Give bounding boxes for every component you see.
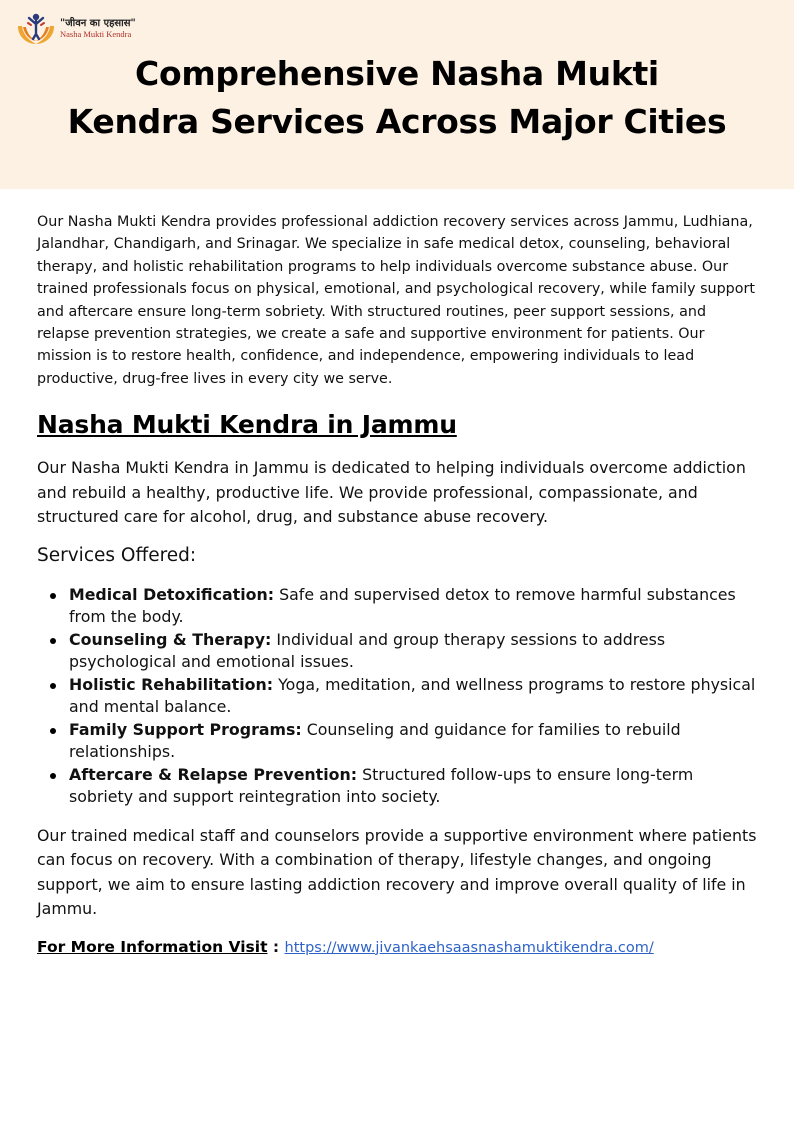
list-item (37, 719, 757, 764)
more-info (37, 938, 757, 956)
services-label: Services Offered: (37, 544, 197, 566)
list-item (37, 674, 757, 719)
page-title-line-2: Kendra Services Across Major Cities (67, 102, 727, 141)
more-info-separator: : (267, 937, 285, 956)
service-text: Yoga, meditation, and wellness programs to restore physical and mental balance. (69, 674, 756, 717)
list-item (37, 584, 757, 629)
hands-figure-logo-icon (16, 12, 56, 46)
logo-tagline: "जीवन का एहसास" (60, 17, 136, 29)
service-title: Holistic Rehabilitation: (69, 674, 274, 694)
service-title: Medical Detoxification: (69, 584, 275, 604)
service-title: Counseling & Therapy: (69, 629, 272, 649)
service-text: Safe and supervised detox to remove harmful substances from the body. (69, 584, 736, 627)
services-list (37, 584, 757, 809)
logo[interactable] (16, 12, 136, 46)
intro-paragraph: Our Nasha Mukti Kendra provides professional addiction recovery services across Jammu, Ludhiana, Jalandhar, Chandigarh, and Srinagar. We specialize in safe medical detox, counseling, behavioral therapy, and holistic rehabilitation programs to help individuals overcome substance abuse. Our trained professionals focus on physical, emotional, and psychological recovery, while family support and aftercare ensure long-term sobriety. With structured routines, peer support sessions, and relapse prevention strategies, we create a safe and supportive environment for patients. Our mission is to restore health, confidence, and independence, empowering individuals to lead productive, drug-free lives in every city we serve. (37, 214, 755, 387)
list-item (37, 629, 757, 674)
logo-name: Nasha Mukti Kendra (60, 29, 132, 40)
header-banner (0, 0, 794, 189)
main-content (0, 189, 794, 956)
service-text: Individual and group therapy sessions to address psychological and emotional issues. (69, 629, 666, 672)
list-item (37, 764, 757, 809)
service-title: Family Support Programs: (69, 719, 302, 739)
website-link[interactable]: https://www.jivankaehsaasnashamuktikendra.com/ (284, 939, 654, 956)
section-paragraph: Our Nasha Mukti Kendra in Jammu is dedicated to helping individuals overcome addiction and rebuild a healthy, productive life. We provide professional, compassionate, and structured care for alcohol, drug, and substance abuse recovery. (37, 458, 746, 527)
closing-paragraph: Our trained medical staff and counselors provide a supportive environment where patients can focus on recovery. With a combination of therapy, lifestyle changes, and ongoing support, we aim to ensure lasting addiction recovery and improve overall quality of life in Jammu. (37, 825, 757, 919)
service-text: Structured follow-ups to ensure long-term sobriety and support reintegration into society. (69, 764, 694, 807)
service-title: Aftercare & Relapse Prevention: (69, 764, 358, 784)
page-title (0, 50, 794, 146)
section-heading: Nasha Mukti Kendra in Jammu (37, 410, 457, 440)
page-title-line-1: Comprehensive Nasha Mukti (135, 54, 659, 93)
more-info-label: For More Information Visit (37, 937, 268, 956)
service-text: Counseling and guidance for families to rebuild relationships. (69, 719, 681, 762)
